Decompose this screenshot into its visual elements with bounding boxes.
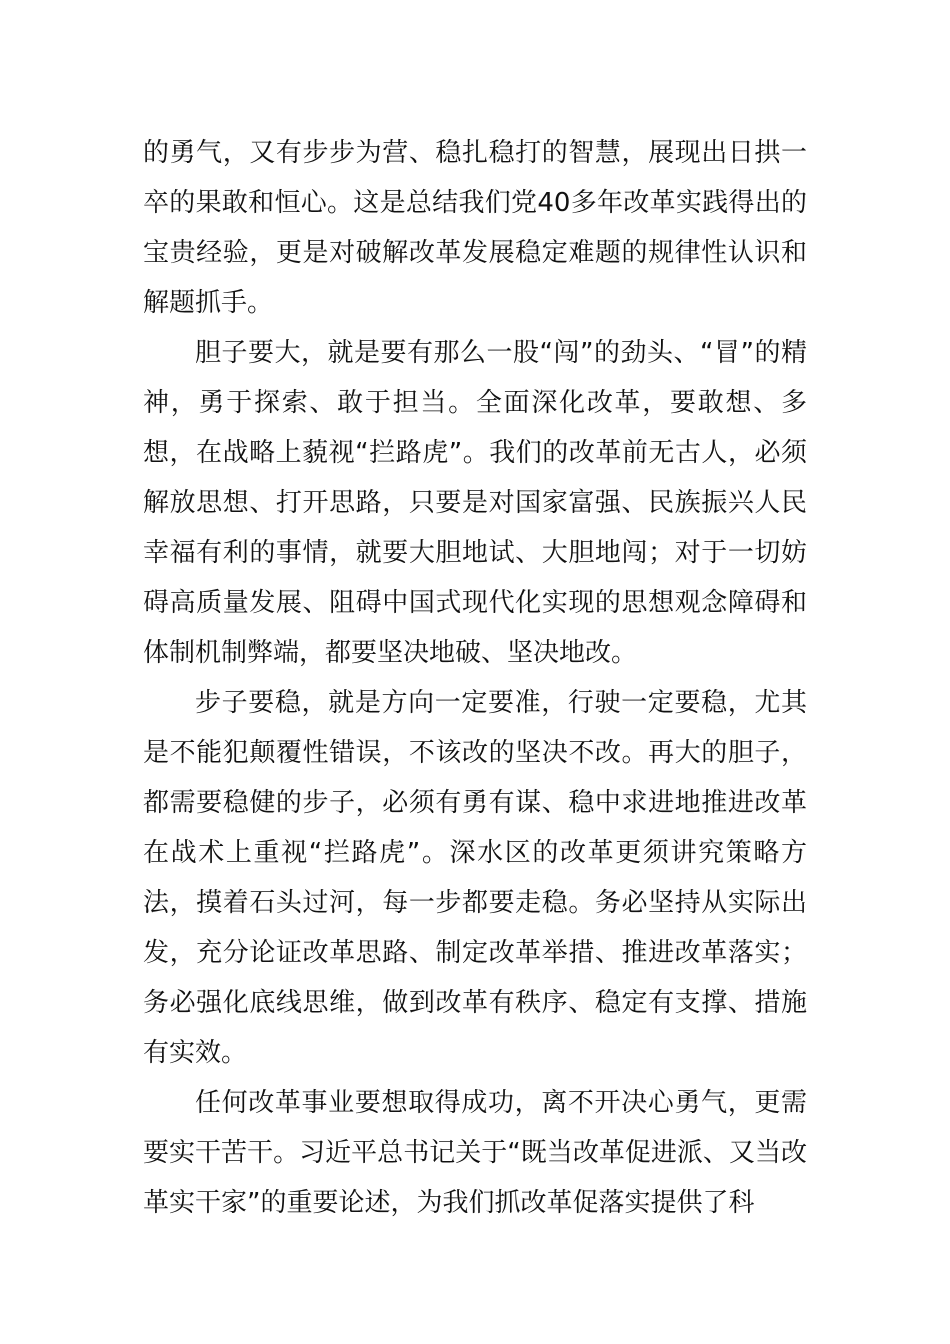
paragraph-hard-work: 任何改革事业要想取得成功，离不开决心勇气，更需要实干苦干。习近平总书记关于“既当改革促进派、又当改革实干家”的重要论述，为我们抓改革促落实提供了科 bbox=[143, 1088, 807, 1218]
paragraph-continuation: 的勇气，又有步步为营、稳扎稳打的智慧，展现出日拱一卒的果敢和恒心。这是总结我们党40多年改革实践得出的宝贵经验，更是对破解改革发展稳定难题的规律性认识和解题抓手。 bbox=[143, 138, 807, 318]
document-body bbox=[143, 128, 807, 1228]
paragraph-steady-steps: 步子要稳，就是方向一定要准，行驶一定要稳，尤其是不能犯颠覆性错误，不该改的坚决不改。再大的胆子，都需要稳健的步子，必须有勇有谋、稳中求进地推进改革在战术上重视“拦路虎”。深水区的改革更须讲究策略方法，摸着石头过河，每一步都要走稳。务必坚持从实际出发，充分论证改革思路、制定改革举措、推进改革落实；务必强化底线思维，做到改革有秩序、稳定有支撑、措施有实效。 bbox=[143, 688, 807, 1068]
paragraph-bold-steps: 胆子要大，就是要有那么一股“闯”的劲头、“冒”的精神，勇于探索、敢于担当。全面深化改革，要敢想、多想，在战略上藐视“拦路虎”。我们的改革前无古人，必须解放思想、打开思路，只要是对国家富强、民族振兴人民幸福有利的事情，就要大胆地试、大胆地闯；对于一切妨碍高质量发展、阻碍中国式现代化实现的思想观念障碍和体制机制弊端，都要坚决地破、坚决地改。 bbox=[143, 338, 807, 668]
